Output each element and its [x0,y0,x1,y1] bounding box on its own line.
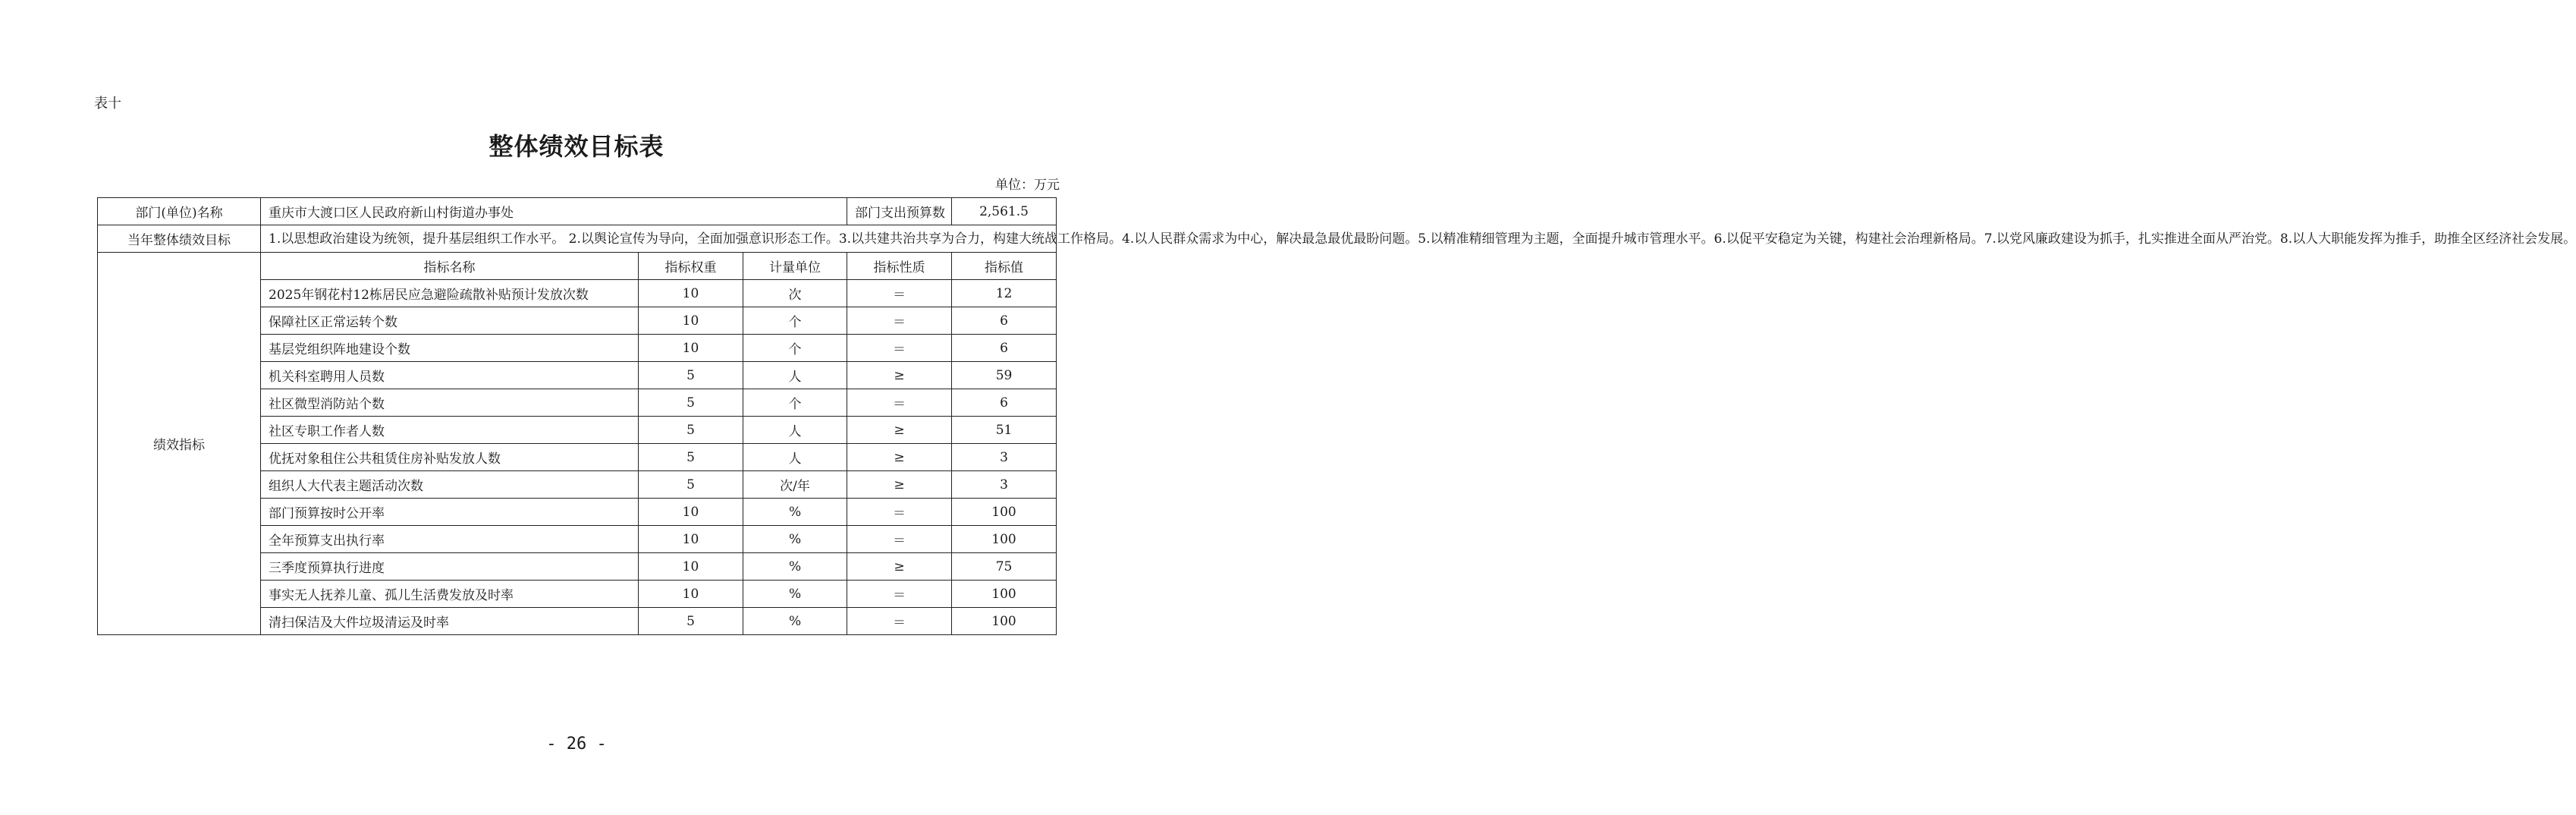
goal-label: 当年整体绩效目标 [98,225,261,253]
indicator-weight: 5 [639,444,743,471]
dept-name-value: 重庆市大渡口区人民政府新山村街道办事处 [261,198,847,225]
indicator-weight: 5 [639,417,743,444]
indicator-nature: ＝ [847,307,952,335]
indicator-weight: 5 [639,362,743,389]
indicator-value: 75 [952,553,1057,581]
indicator-weight: 5 [639,471,743,499]
indicator-name: 保障社区正常运转个数 [261,307,639,335]
indicator-unit: % [743,581,847,608]
indicator-name: 三季度预算执行进度 [261,553,639,581]
indicator-value: 6 [952,335,1057,362]
indicator-weight: 5 [639,608,743,635]
indicator-unit: 人 [743,444,847,471]
indicator-nature: ＝ [847,389,952,417]
indicator-header-row [98,253,1057,280]
indicator-name: 社区微型消防站个数 [261,389,639,417]
indicator-weight: 10 [639,335,743,362]
indicator-section-label: 绩效指标 [98,253,261,635]
indicator-name: 部门预算按时公开率 [261,499,639,526]
indicator-unit: 人 [743,417,847,444]
indicator-nature: ＝ [847,280,952,307]
indicator-weight: 10 [639,499,743,526]
indicator-nature: ≥ [847,362,952,389]
indicator-weight: 10 [639,553,743,581]
performance-table [97,197,2576,635]
indicator-nature: ＝ [847,526,952,553]
dept-name-label: 部门(单位)名称 [98,198,261,225]
indicator-name: 社区专职工作者人数 [261,417,639,444]
indicator-weight: 10 [639,526,743,553]
column-header: 指标性质 [847,253,952,280]
table-number: 表十 [94,96,121,112]
indicator-unit: 个 [743,307,847,335]
indicator-name: 事实无人抚养儿童、孤儿生活费发放及时率 [261,581,639,608]
indicator-unit: 次 [743,280,847,307]
column-header: 指标名称 [261,253,639,280]
indicator-name: 优抚对象租住公共租赁住房补贴发放人数 [261,444,639,471]
indicator-value: 100 [952,526,1057,553]
indicator-name: 基层党组织阵地建设个数 [261,335,639,362]
dept-budget-label: 部门支出预算数 [847,198,952,225]
page-title: 整体绩效目标表 [488,132,664,161]
column-header: 指标权重 [639,253,743,280]
indicator-unit: % [743,608,847,635]
dept-row [98,198,1057,225]
indicator-value: 100 [952,608,1057,635]
indicator-name: 全年预算支出执行率 [261,526,639,553]
indicator-nature: ＝ [847,335,952,362]
goal-row [98,225,1057,253]
indicator-weight: 10 [639,307,743,335]
column-header: 计量单位 [743,253,847,280]
indicator-value: 3 [952,471,1057,499]
indicator-value: 6 [952,389,1057,417]
indicator-name: 组织人大代表主题活动次数 [261,471,639,499]
indicator-nature: ≥ [847,444,952,471]
indicator-value: 51 [952,417,1057,444]
indicator-unit: 个 [743,389,847,417]
page-number: - 26 - [546,735,607,754]
indicator-nature: ≥ [847,471,952,499]
indicator-nature: ＝ [847,608,952,635]
indicator-unit: 个 [743,335,847,362]
indicator-unit: % [743,526,847,553]
goal-text: 1.以思想政治建设为统领，提升基层组织工作水平。 2.以舆论宣传为导向，全面加强意识形态工作。3.以共建共治共享为合力，构建大统战工作格局。4.以人民群众需求为中心，解决最急最优最盼问题。5.以精准精细管理为主题，全面提升城市管理水平。6.以促平安稳定为关键，构建社会治理新格局。7.以党风廉政建设为抓手，扎实推进全面从严治党。8.以人大职能发挥为推手，助推全区经济社会发展。 [261,225,1057,253]
indicator-weight: 10 [639,280,743,307]
indicator-value: 6 [952,307,1057,335]
indicator-unit: % [743,553,847,581]
indicator-nature: ≥ [847,417,952,444]
indicator-unit: 人 [743,362,847,389]
unit-note: 单位：万元 [995,178,1060,193]
dept-budget-value: 2,561.5 [952,198,1057,225]
indicator-value: 12 [952,280,1057,307]
column-header: 指标值 [952,253,1057,280]
indicator-value: 100 [952,499,1057,526]
indicator-nature: ≥ [847,553,952,581]
indicator-unit: 次/年 [743,471,847,499]
indicator-name: 清扫保洁及大件垃圾清运及时率 [261,608,639,635]
indicator-weight: 5 [639,389,743,417]
indicator-unit: % [743,499,847,526]
indicator-nature: ＝ [847,499,952,526]
indicator-value: 59 [952,362,1057,389]
indicator-nature: ＝ [847,581,952,608]
indicator-name: 2025年钢花村12栋居民应急避险疏散补贴预计发放次数 [261,280,639,307]
indicator-weight: 10 [639,581,743,608]
indicator-value: 3 [952,444,1057,471]
indicator-value: 100 [952,581,1057,608]
indicator-name: 机关科室聘用人员数 [261,362,639,389]
